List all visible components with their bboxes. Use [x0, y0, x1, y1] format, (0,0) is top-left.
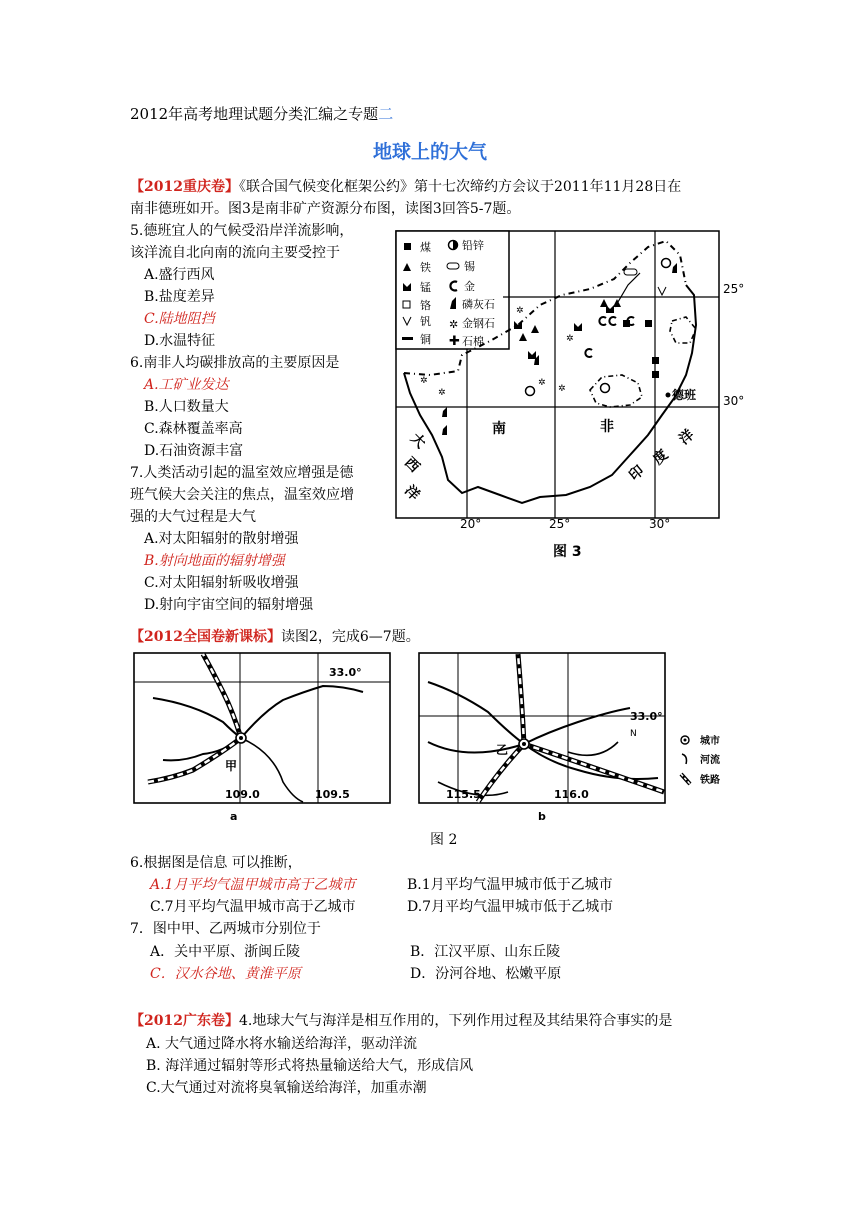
s2-intro-line	[130, 626, 420, 646]
legend-city: 城市	[700, 736, 720, 747]
map-a-city-label: 甲	[225, 759, 238, 773]
legend-tin: 锡	[464, 260, 475, 273]
durban-point	[666, 393, 671, 398]
q5-line1: 5.德班宜人的气候受沿岸洋流影响，	[130, 223, 354, 239]
legend-coal: 煤	[420, 241, 431, 254]
s2-q7-opt-b: B．江汉平原、山东丘陵	[410, 944, 561, 960]
lon-20-label: 20°	[460, 517, 482, 531]
series-header	[130, 103, 393, 124]
q6-opt-a: A.工矿业发达	[144, 377, 229, 393]
legend-chromium: 铬	[420, 299, 431, 312]
s3-opt-b: B. 海洋通过辐射等形式将热量输送给大气，形成信风	[146, 1058, 474, 1074]
legend-vanadium: 钒	[420, 315, 431, 328]
figure2b-map	[418, 652, 668, 822]
atlantic-label-1: 大	[407, 430, 429, 452]
map-a-lon-right-label: 109.5	[315, 788, 350, 801]
legend-manganese: 锰	[420, 281, 431, 294]
diamond-symbol: ✲	[438, 388, 446, 398]
legend-river: 河流	[700, 755, 720, 766]
s1-questions	[130, 220, 354, 616]
river-icon	[682, 754, 687, 764]
indian-label-1: 印	[626, 462, 648, 485]
q5-line2: 该洋流自北向南的流向主要受控于	[130, 245, 340, 261]
map-b-n-label: N	[630, 729, 637, 739]
coal-symbol	[645, 320, 652, 327]
map-b-lat-label: 33.0°	[630, 710, 663, 723]
coal-icon	[404, 243, 411, 250]
asbestos-icon: ✚	[449, 334, 460, 349]
diamond-symbol: ✲	[516, 306, 524, 316]
legend-gold: 金	[464, 280, 475, 293]
lead-zinc-symbol	[601, 384, 610, 393]
legend-lead-zinc: 铅锌	[462, 239, 484, 252]
coal-symbol	[652, 357, 659, 364]
s2-q6-opt-a: A.1月平均气温甲城市高于乙城市	[150, 877, 356, 893]
s3-opt-a: A. 大气通过降水将水输送给海洋，驱动洋流	[146, 1036, 418, 1052]
q7-opt-d: D.射向宇宙空间的辐射增强	[144, 597, 314, 613]
s2-tag: 【2012全国卷新课标】	[130, 629, 281, 645]
q6-opt-d: D.石油资源丰富	[144, 443, 244, 459]
map-b-lon-left-label: 115.5	[446, 788, 481, 801]
map-b-lon-right-label: 116.0	[554, 788, 589, 801]
s3-q4: 4.地球大气与海洋是相互作用的，下列作用过程及其结果符合事实的是	[238, 1013, 673, 1029]
series-text: 2012年高考地理试题分类汇编之专题	[130, 105, 379, 123]
railway-icon-dash	[681, 774, 690, 784]
map-b-label: b	[538, 810, 546, 823]
s3-tag: 【2012广东卷】	[130, 1013, 239, 1029]
diamond-symbol: ✲	[538, 378, 546, 388]
city-icon-dot	[684, 739, 687, 742]
diamond-symbol: ✲	[420, 376, 428, 386]
q7-line1: 7.人类活动引起的温室效应增强是德	[130, 465, 354, 481]
q5-opt-d: D.水温特征	[144, 333, 216, 349]
s1-intro-line1	[130, 176, 681, 196]
s2-q6-opt-d: D.7月平均气温甲城市低于乙城市	[407, 899, 614, 915]
map-a-lon-left-label: 109.0	[225, 788, 260, 801]
s1-intro1: 《联合国气候变化框架公约》第十七次缔约方会议于2011年11月28日在	[238, 179, 682, 195]
q6-stem: 6.南非人均碳排放高的主要原因是	[130, 355, 340, 371]
s1-tag: 【2012重庆卷】	[130, 179, 239, 195]
atlantic-label-2: 西	[401, 454, 423, 476]
indian-label-2: 度	[650, 446, 672, 469]
figure3-caption: 图 3	[553, 544, 582, 560]
lon-30-label: 30°	[649, 517, 671, 531]
page-title: 地球上的大气	[372, 141, 487, 163]
copper-icon	[402, 337, 413, 340]
diamond-symbol: ✲	[558, 384, 566, 394]
s2-q7-opt-a: A．关中平原、浙闽丘陵	[150, 944, 301, 960]
q5-opt-c: C.陆地阻挡	[144, 311, 215, 327]
q5-opt-b: B.盐度差异	[144, 289, 215, 305]
q6-opt-c: C.森林覆盖率高	[144, 421, 243, 437]
legend-diamond: 金钢石	[462, 317, 495, 330]
coal-symbol	[652, 371, 659, 378]
diamond-symbol: ✲	[566, 334, 574, 344]
durban-label: 德班	[672, 388, 697, 402]
q7-opt-b: B.射向地面的辐射增强	[144, 553, 285, 569]
s2-intro: 读图2，完成6—7题。	[280, 629, 420, 645]
s2-q7-stem: 7．图中甲、乙两城市分别位于	[130, 921, 321, 937]
figure2-legend	[678, 732, 758, 792]
series-suffix: 二	[378, 105, 394, 123]
s2-q7-opt-d: D．汾河谷地、松嫩平原	[410, 966, 562, 982]
s2-q6-stem: 6.根据图是信息 可以推断，	[130, 855, 302, 871]
lead-zinc-symbol	[526, 387, 535, 396]
diamond-icon: ✲	[449, 318, 459, 331]
lead-zinc-symbol	[662, 259, 671, 268]
s2-q6-opt-c: C.7月平均气温甲城市高于乙城市	[150, 899, 356, 915]
map-b-city-dot	[522, 742, 526, 746]
indian-label-3: 洋	[676, 426, 698, 449]
q5-opt-a: A.盛行西风	[144, 267, 215, 283]
q7-line2: 班气候大会关注的焦点，温室效应增	[130, 487, 354, 503]
lon-25-label: 25°	[549, 517, 571, 531]
country-label-1: 南	[492, 421, 506, 437]
map-a-lat-label: 33.0°	[329, 666, 362, 679]
lat-30-label: 30°	[723, 394, 745, 408]
figure3-map	[390, 225, 745, 531]
legend-copper: 铜	[420, 333, 431, 346]
q6-opt-b: B.人口数量大	[144, 399, 229, 415]
s1-intro2: 南非德班如开。图3是南非矿产资源分布图，读图3回答5-7题。	[130, 201, 521, 217]
legend-asbestos: 石棉	[462, 335, 484, 348]
legend-phosphate: 磷灰石	[462, 298, 495, 311]
figure2-caption: 图 2	[430, 832, 458, 848]
lat-25-label: 25°	[723, 282, 745, 296]
map-b-city-label: 乙	[496, 743, 509, 757]
s2-q6-opt-b: B.1月平均气温甲城市低于乙城市	[407, 877, 613, 893]
tin-symbol	[624, 269, 637, 275]
country-label-2: 非	[600, 419, 614, 435]
atlantic-label-3: 洋	[401, 482, 423, 504]
q7-opt-a: A.对太阳辐射的散射增强	[144, 531, 299, 547]
q7-line3: 强的大气过程是大气	[130, 509, 256, 525]
s3-opt-c: C.大气通过对流将臭氧输送给海洋，加重赤潮	[146, 1080, 427, 1096]
figure2a-map	[133, 652, 393, 822]
s2-q7-opt-c: C．汉水谷地、黄淮平原	[150, 966, 301, 982]
map-a-label: a	[230, 810, 238, 823]
legend-railway: 铁路	[700, 775, 720, 786]
legend-iron: 铁	[420, 261, 431, 274]
s3-q4-line	[130, 1010, 672, 1030]
q7-opt-c: C.对太阳辐射斩吸收增强	[144, 575, 299, 591]
map-a-city-dot	[239, 736, 243, 740]
